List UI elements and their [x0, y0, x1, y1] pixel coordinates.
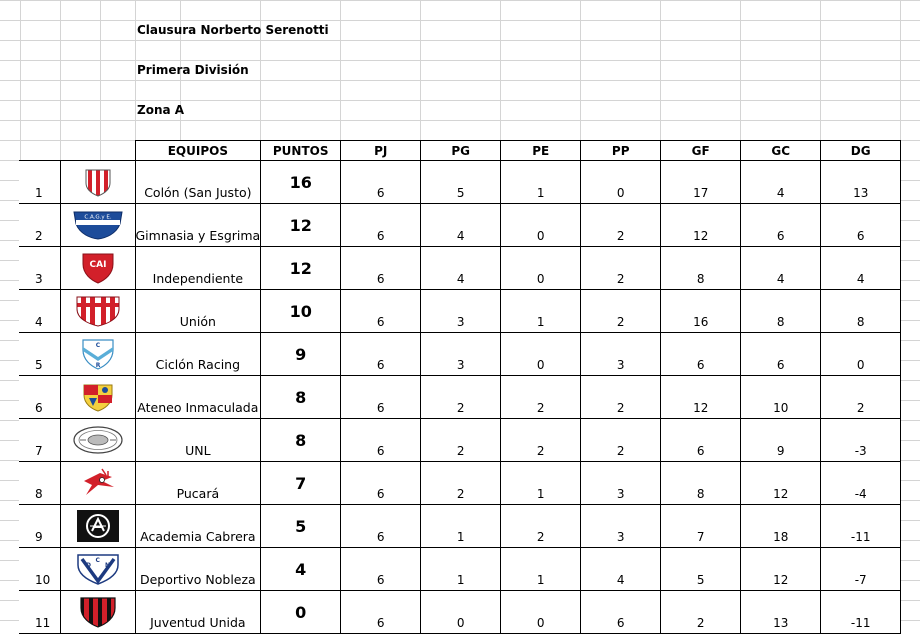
- position-cell: 11: [19, 591, 60, 634]
- goal-diff-cell: -3: [821, 419, 901, 462]
- goal-diff-cell: -4: [821, 462, 901, 505]
- drawn-cell: 0: [501, 333, 581, 376]
- played-cell: 6: [341, 204, 421, 247]
- won-cell: 3: [421, 290, 501, 333]
- column-header-pe: PE: [501, 141, 581, 161]
- goals-against-cell: 4: [741, 161, 821, 204]
- lost-cell: 3: [581, 333, 661, 376]
- svg-text:CAI: CAI: [89, 260, 106, 270]
- column-header-puntos: PUNTOS: [261, 141, 341, 161]
- won-cell: 4: [421, 247, 501, 290]
- points-cell: 12: [261, 204, 341, 247]
- logo-cell: [60, 247, 135, 290]
- goals-for-cell: 17: [661, 161, 741, 204]
- position-cell: 1: [19, 161, 60, 204]
- goal-diff-cell: -11: [821, 505, 901, 548]
- won-cell: 5: [421, 161, 501, 204]
- position-cell: 4: [19, 290, 60, 333]
- goals-against-cell: 12: [741, 548, 821, 591]
- played-cell: 6: [341, 161, 421, 204]
- drawn-cell: 1: [501, 161, 581, 204]
- goals-for-cell: 8: [661, 462, 741, 505]
- table-row: [19, 462, 901, 505]
- drawn-cell: 1: [501, 548, 581, 591]
- team-name-cell: Independiente: [135, 247, 261, 290]
- team-name-cell: Ciclón Racing: [135, 333, 261, 376]
- lost-cell: 3: [581, 505, 661, 548]
- zone-title: Zona A: [137, 103, 185, 117]
- gimnasia-shield-icon: [72, 214, 124, 232]
- nobleza-shield-icon: [76, 557, 120, 576]
- position-cell: 10: [19, 548, 60, 591]
- column-header-pg: PG: [421, 141, 501, 161]
- table-row: [19, 419, 901, 462]
- division-title: Primera División: [137, 63, 249, 77]
- won-cell: 1: [421, 548, 501, 591]
- position-cell: 3: [19, 247, 60, 290]
- played-cell: 6: [341, 247, 421, 290]
- cabrera-badge-icon: [76, 518, 120, 533]
- team-name-cell: Pucará: [135, 462, 261, 505]
- logo-cell: [60, 419, 135, 462]
- table-row: [19, 333, 901, 376]
- team-name-cell: Academia Cabrera: [135, 505, 261, 548]
- standings-table: [19, 140, 901, 634]
- table-row: [19, 548, 901, 591]
- table-row: [19, 376, 901, 419]
- points-cell: 4: [261, 548, 341, 591]
- unl-seal-icon: [72, 432, 124, 447]
- goal-diff-cell: 0: [821, 333, 901, 376]
- team-name-cell: Colón (San Justo): [135, 161, 261, 204]
- goal-diff-cell: 4: [821, 247, 901, 290]
- drawn-cell: 0: [501, 247, 581, 290]
- goal-diff-cell: 13: [821, 161, 901, 204]
- column-header-gf: GF: [661, 141, 741, 161]
- position-cell: 2: [19, 204, 60, 247]
- played-cell: 6: [341, 505, 421, 548]
- drawn-cell: 1: [501, 462, 581, 505]
- team-name-cell: Unión: [135, 290, 261, 333]
- played-cell: 6: [341, 333, 421, 376]
- svg-text:C: C: [95, 342, 100, 349]
- goals-for-cell: 12: [661, 376, 741, 419]
- lost-cell: 3: [581, 462, 661, 505]
- svg-text:C.A.G.y E.: C.A.G.y E.: [83, 214, 112, 221]
- lost-cell: 2: [581, 247, 661, 290]
- lost-cell: 2: [581, 419, 661, 462]
- goals-for-cell: 7: [661, 505, 741, 548]
- points-cell: 10: [261, 290, 341, 333]
- drawn-cell: 1: [501, 290, 581, 333]
- points-cell: 12: [261, 247, 341, 290]
- played-cell: 6: [341, 548, 421, 591]
- played-cell: 6: [341, 290, 421, 333]
- logo-cell: [60, 505, 135, 548]
- svg-text:D: D: [85, 562, 91, 569]
- played-cell: 6: [341, 591, 421, 634]
- table-row: [19, 505, 901, 548]
- logo-cell: [60, 161, 135, 204]
- logo-cell: [60, 591, 135, 634]
- played-cell: 6: [341, 419, 421, 462]
- points-cell: 16: [261, 161, 341, 204]
- won-cell: 4: [421, 204, 501, 247]
- logo-header: [60, 141, 135, 161]
- drawn-cell: 0: [501, 204, 581, 247]
- points-cell: 0: [261, 591, 341, 634]
- column-header-gc: GC: [741, 141, 821, 161]
- union-shield-icon: [75, 303, 121, 318]
- team-name-cell: UNL: [135, 419, 261, 462]
- team-name-cell: Deportivo Nobleza: [135, 548, 261, 591]
- svg-text:R: R: [95, 362, 100, 369]
- drawn-cell: 2: [501, 376, 581, 419]
- points-cell: 5: [261, 505, 341, 548]
- goal-diff-cell: 2: [821, 376, 901, 419]
- goal-diff-cell: 6: [821, 204, 901, 247]
- goals-against-cell: 6: [741, 204, 821, 247]
- goals-for-cell: 2: [661, 591, 741, 634]
- position-cell: 7: [19, 419, 60, 462]
- goals-for-cell: 16: [661, 290, 741, 333]
- lost-cell: 4: [581, 548, 661, 591]
- lost-cell: 2: [581, 204, 661, 247]
- won-cell: 3: [421, 333, 501, 376]
- won-cell: 2: [421, 419, 501, 462]
- lost-cell: 2: [581, 290, 661, 333]
- position-header: [19, 141, 60, 161]
- logo-cell: [60, 290, 135, 333]
- table-row: [19, 247, 901, 290]
- team-name-cell: Juventud Unida: [135, 591, 261, 634]
- ateneo-shield-icon: [81, 389, 115, 404]
- logo-cell: [60, 376, 135, 419]
- table-row: [19, 290, 901, 333]
- logo-cell: [60, 333, 135, 376]
- lost-cell: 0: [581, 161, 661, 204]
- goals-for-cell: 5: [661, 548, 741, 591]
- points-cell: 7: [261, 462, 341, 505]
- svg-text:N: N: [104, 562, 110, 569]
- column-header-equipos: EQUIPOS: [135, 141, 261, 161]
- lost-cell: 6: [581, 591, 661, 634]
- goal-diff-cell: 8: [821, 290, 901, 333]
- svg-text:C: C: [95, 557, 100, 564]
- goals-against-cell: 18: [741, 505, 821, 548]
- played-cell: 6: [341, 376, 421, 419]
- colon-shield-icon: [83, 174, 113, 189]
- logo-cell: [60, 548, 135, 591]
- racing-shield-icon: [81, 342, 115, 369]
- goals-for-cell: 6: [661, 419, 741, 462]
- points-cell: 9: [261, 333, 341, 376]
- position-cell: 8: [19, 462, 60, 505]
- drawn-cell: 0: [501, 591, 581, 634]
- position-cell: 6: [19, 376, 60, 419]
- goals-for-cell: 8: [661, 247, 741, 290]
- points-cell: 8: [261, 419, 341, 462]
- goals-against-cell: 13: [741, 591, 821, 634]
- drawn-cell: 2: [501, 419, 581, 462]
- column-header-pp: PP: [581, 141, 661, 161]
- goals-against-cell: 4: [741, 247, 821, 290]
- pucara-emblem-icon: [78, 475, 118, 490]
- column-header-dg: DG: [821, 141, 901, 161]
- table-row: [19, 161, 901, 204]
- team-name-cell: Ateneo Inmaculada: [135, 376, 261, 419]
- goals-against-cell: 9: [741, 419, 821, 462]
- header-row: [19, 141, 901, 161]
- column-header-pj: PJ: [341, 141, 421, 161]
- drawn-cell: 2: [501, 505, 581, 548]
- team-name-cell: Gimnasia y Esgrima: [135, 204, 261, 247]
- juventud-shield-icon: [79, 604, 117, 619]
- won-cell: 0: [421, 591, 501, 634]
- goal-diff-cell: -7: [821, 548, 901, 591]
- goals-against-cell: 12: [741, 462, 821, 505]
- goals-against-cell: 10: [741, 376, 821, 419]
- tournament-title: Clausura Norberto Serenotti: [137, 23, 329, 37]
- won-cell: 2: [421, 376, 501, 419]
- independiente-shield-icon: [81, 260, 115, 275]
- points-cell: 8: [261, 376, 341, 419]
- played-cell: 6: [341, 462, 421, 505]
- table-row: [19, 204, 901, 247]
- goals-against-cell: 6: [741, 333, 821, 376]
- goals-for-cell: 12: [661, 204, 741, 247]
- table-row: [19, 591, 901, 634]
- position-cell: 9: [19, 505, 60, 548]
- position-cell: 5: [19, 333, 60, 376]
- goal-diff-cell: -11: [821, 591, 901, 634]
- goals-for-cell: 6: [661, 333, 741, 376]
- lost-cell: 2: [581, 376, 661, 419]
- goals-against-cell: 8: [741, 290, 821, 333]
- won-cell: 2: [421, 462, 501, 505]
- logo-cell: [60, 462, 135, 505]
- logo-cell: [60, 204, 135, 247]
- won-cell: 1: [421, 505, 501, 548]
